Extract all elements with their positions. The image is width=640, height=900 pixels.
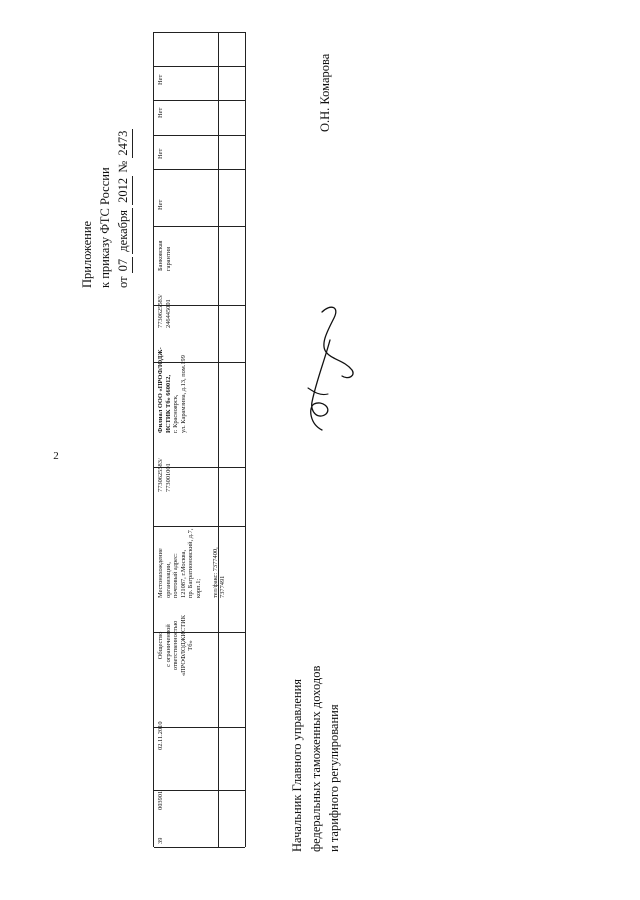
location-line: Местонахождение: [157, 548, 164, 598]
location-line: корп.1;: [194, 578, 202, 598]
cell-branch: [157, 347, 187, 433]
signatory-title-line: Начальник Главного управления: [290, 678, 304, 852]
cell-inn-kpp: [157, 458, 172, 492]
org-name-line: ответственностью: [172, 620, 180, 671]
org-name-line: Тб»: [187, 640, 195, 651]
cell-row-number: 39: [157, 837, 164, 844]
cell-no-2: Нет: [157, 148, 164, 159]
location-line: почтовый адрес:: [172, 553, 180, 598]
org-name-line: с ограниченной: [164, 624, 172, 667]
kpp-line: 773001001: [164, 463, 172, 492]
location-line: тел/факс: 7377400,: [211, 547, 219, 598]
order-month: декабря: [114, 208, 133, 254]
location-line: организации,: [164, 562, 172, 598]
appendix-order-ref: к приказу ФТС России: [98, 167, 112, 288]
branch-line: Филиал ООО «ПРОФЛОДЖ-: [157, 347, 164, 433]
inn-line: 7730625583/: [157, 458, 164, 492]
cell-branch-inn-kpp: [157, 294, 172, 328]
order-day: 07: [114, 257, 133, 274]
branch-line: ИСТИК Тб» 660012,: [164, 374, 172, 433]
cell-guarantee: [157, 240, 172, 271]
registry-table: [153, 32, 246, 847]
location-line: пр. Багратионовский, д.7,: [187, 528, 195, 598]
number-prefix: №: [116, 160, 130, 173]
cell-no-1: Нет: [157, 199, 164, 210]
cell-location: [157, 529, 227, 598]
org-name-line: Общество: [157, 631, 164, 660]
branch-inn-line: 7730625583/: [157, 294, 164, 328]
cell-no-4: Нет: [157, 74, 164, 85]
org-name-line: «ПРОФЛОДЖИСТИК: [179, 614, 187, 677]
guarantee-line: гарантия: [164, 246, 172, 271]
cell-no-3: Нет: [157, 107, 164, 118]
order-number: 2473: [114, 129, 133, 158]
cell-date: 02.11.2010: [157, 721, 164, 750]
appendix-header: [78, 68, 133, 288]
date-prefix: от: [116, 276, 130, 288]
appendix-date-line: [114, 68, 133, 288]
cell-reg-number: 003901: [157, 790, 164, 810]
signatory-title-line: и тарифного регулирования: [327, 704, 341, 852]
location-line: 7377491: [219, 575, 227, 598]
handwritten-signature: [300, 300, 360, 435]
branch-line: ул. Карамзина, д.13, пом.199: [179, 355, 187, 433]
branch-line: г. Красноярск,: [172, 394, 180, 433]
page-number: 2: [53, 450, 59, 462]
signatory-title: [288, 612, 344, 852]
signatory-title-line: федеральных таможенных доходов: [308, 665, 323, 852]
guarantee-line: Банковская: [157, 240, 164, 271]
location-spacer: [203, 529, 212, 598]
location-line: 121087, г.Москва,: [179, 549, 187, 598]
order-year: 2012: [114, 176, 133, 205]
appendix-title: Приложение: [80, 220, 94, 288]
branch-kpp-line: 246445001: [164, 299, 172, 328]
signer-name: О.Н. Комарова: [318, 53, 332, 132]
cell-org-name: [157, 598, 195, 693]
